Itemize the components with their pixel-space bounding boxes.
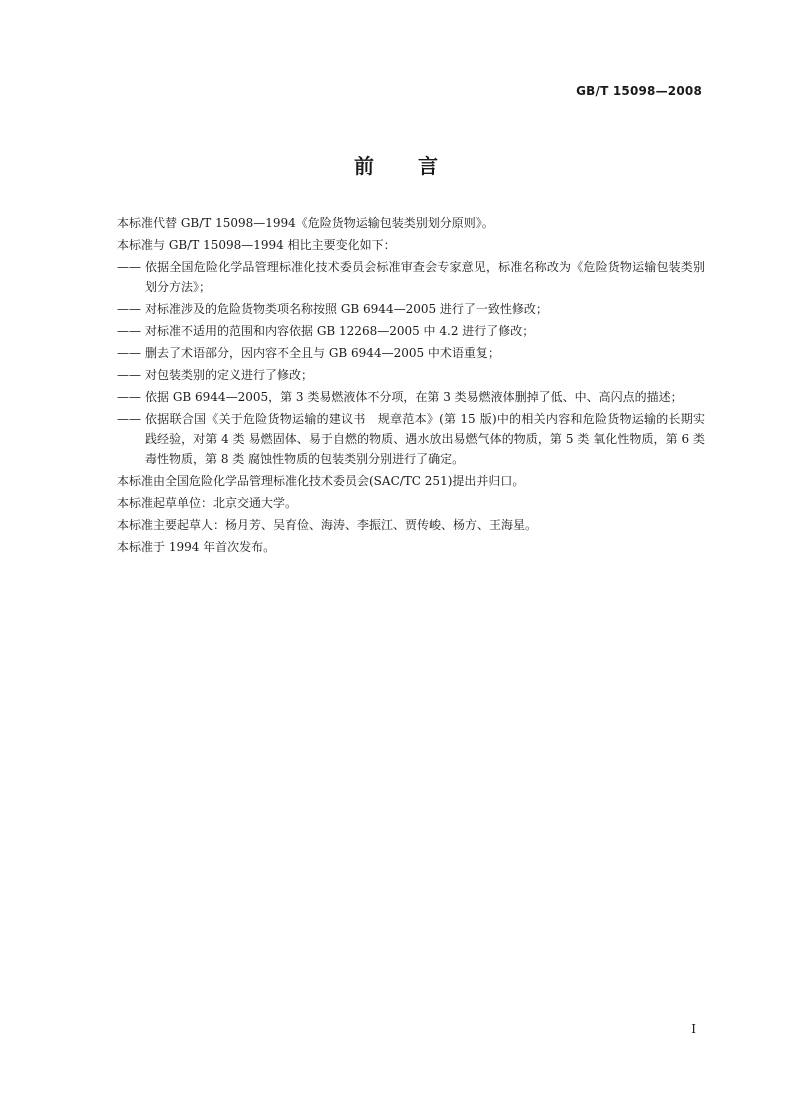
dash-marker: —— (117, 390, 141, 404)
list-item (117, 321, 705, 341)
list-item (117, 299, 705, 319)
paragraph-changes-intro: 本标准与 GB/T 15098—1994 相比主要变化如下： (117, 238, 396, 252)
dash-marker: —— (117, 260, 141, 274)
list-item-text: 删去了术语部分，因内容不全且与 GB 6944—2005 中术语重复； (145, 346, 500, 360)
list-item-text: 对标准不适用的范围和内容依据 GB 12268—2005 中 4.2 进行了修改； (145, 324, 535, 338)
list-item-text: 依据全国危险化学品管理标准化技术委员会标准审查会专家意见，标准名称改为《危险货物运输包装类别划分方法》； (145, 260, 705, 294)
list-item (117, 257, 705, 297)
standard-number: GB/T 15098—2008 (576, 84, 702, 98)
list-item (117, 365, 705, 385)
list-item-text: 依据联合国《关于危险货物运输的建议书 规章范本》(第 15 版)中的相关内容和危险货物运输的长期实践经验，对第 4 类 易燃固体、易于自燃的物质、遇水放出易燃气体的物质，第 5 类 氧化性物质，第 6 类 毒性物质，第 8 类 腐蚀性物质的包装类别分别进行了确定。 (145, 412, 705, 466)
list-item (117, 343, 705, 363)
paragraph-drafters: 本标准主要起草人：杨月芳、吴育俭、海涛、李振江、贾传峻、杨方、王海星。 (117, 518, 538, 532)
page-number: I (691, 1022, 696, 1036)
dash-marker: —— (117, 346, 141, 360)
document-body (117, 213, 705, 559)
list-item-text: 对标准涉及的危险货物类项名称按照 GB 6944—2005 进行了一致性修改； (145, 302, 548, 316)
dash-marker: —— (117, 368, 141, 382)
list-item-text: 依据 GB 6944—2005，第 3 类易燃液体不分项，在第 3 类易燃液体删掉了低、中、高闪点的描述； (145, 390, 683, 404)
paragraph-replaces: 本标准代替 GB/T 15098—1994《危险货物运输包装类别划分原则》。 (117, 216, 494, 230)
list-item (117, 387, 705, 407)
paragraph-proposed-by: 本标准由全国危险化学品管理标准化技术委员会(SAC/TC 251)提出并归口。 (117, 474, 525, 488)
list-item-text: 对包装类别的定义进行了修改； (145, 368, 314, 382)
page-title: 前言 (354, 154, 482, 178)
dash-marker: —— (117, 412, 141, 426)
dash-marker: —— (117, 302, 141, 316)
list-item (117, 409, 705, 469)
dash-marker: —— (117, 324, 141, 338)
paragraph-drafting-unit: 本标准起草单位：北京交通大学。 (117, 496, 298, 510)
paragraph-first-published: 本标准于 1994 年首次发布。 (117, 540, 276, 554)
